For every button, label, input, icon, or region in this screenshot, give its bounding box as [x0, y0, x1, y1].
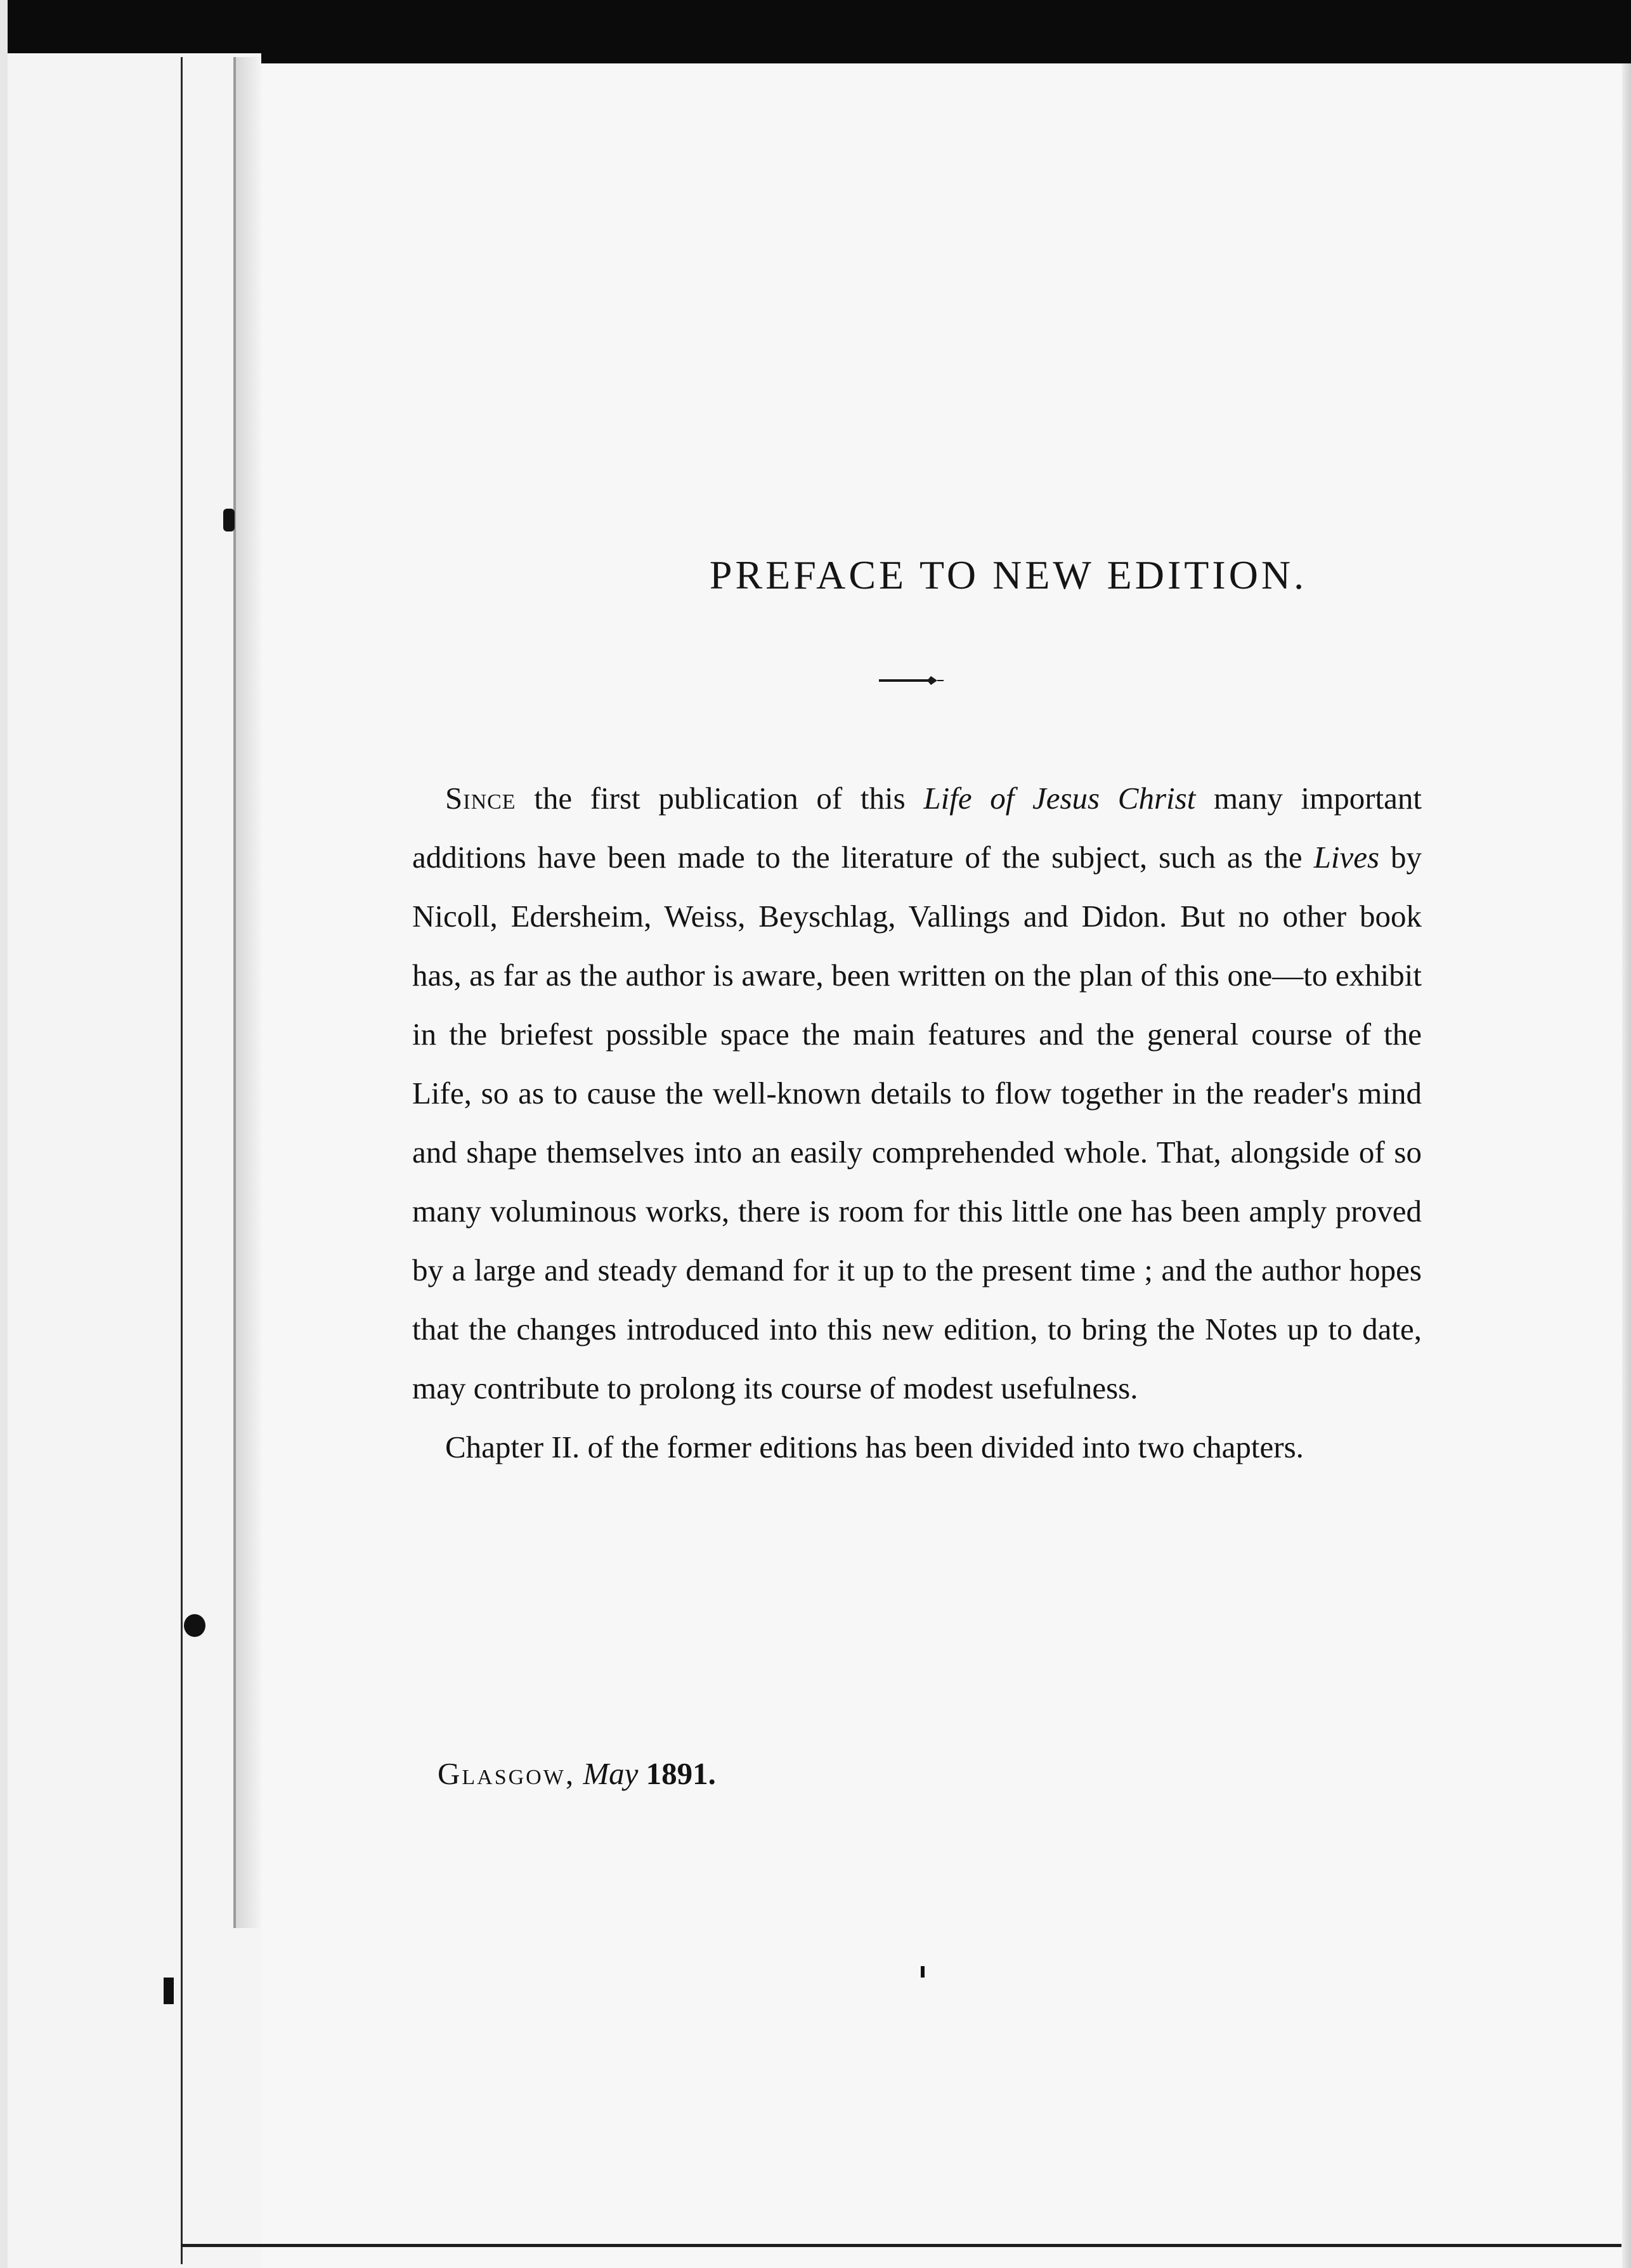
preface-paragraph — [412, 769, 1422, 1418]
binding-thread-mark — [223, 509, 235, 531]
binding-thread-mark — [164, 1978, 174, 2004]
opening-word: Since — [445, 781, 516, 816]
signature-month: May — [583, 1756, 639, 1791]
book-title: Life of Jesus Christ — [923, 781, 1196, 816]
page-title: PREFACE TO NEW EDITION. — [709, 552, 1308, 597]
preface-signature — [438, 1756, 716, 1792]
dash-dot-ornament-icon — [876, 671, 945, 690]
page-right-edge — [1622, 63, 1631, 2268]
bottom-edge-line — [181, 2244, 1621, 2247]
paragraph-text: by Nicoll, Edersheim, Weiss, Beyschlag, Vallings and Didon. But no other book has, as far as the author is aware, been written on the plan of this one—to exhibit in the briefest possible space the main features and the general course of the Life, so as to cause the well-known details to flow together in the reader's mind and shape themselves into an easily comprehended whole. That, alongside of so many voluminous works, there is room for this little one has been amply proved by a large and steady demand for it up to the present time ; and the author hopes that the changes introduced into this new edition, to bring the Notes up to date, may contribute to prolong its course of modest usefulness. — [412, 840, 1422, 1405]
italic-term: Lives — [1313, 840, 1380, 875]
binding-thread-mark — [184, 1614, 205, 1637]
preface-body — [412, 769, 1422, 1476]
signature-year: 1891. — [646, 1756, 716, 1791]
gutter-shadow — [236, 57, 261, 1928]
left-scan-margin — [0, 0, 8, 2268]
facing-page-edge — [8, 53, 261, 2268]
binding-edge-line — [181, 57, 183, 2264]
preface-paragraph: Chapter II. of the former editions has been divided into two chapters. — [445, 1430, 1304, 1464]
ink-speck — [921, 1966, 925, 1978]
paragraph-text: many important additions have been made to the literature of the subject, such as the — [412, 781, 1422, 875]
signature-place: Glasgow, — [438, 1756, 576, 1791]
paragraph-text: the first publication of this — [516, 781, 924, 816]
